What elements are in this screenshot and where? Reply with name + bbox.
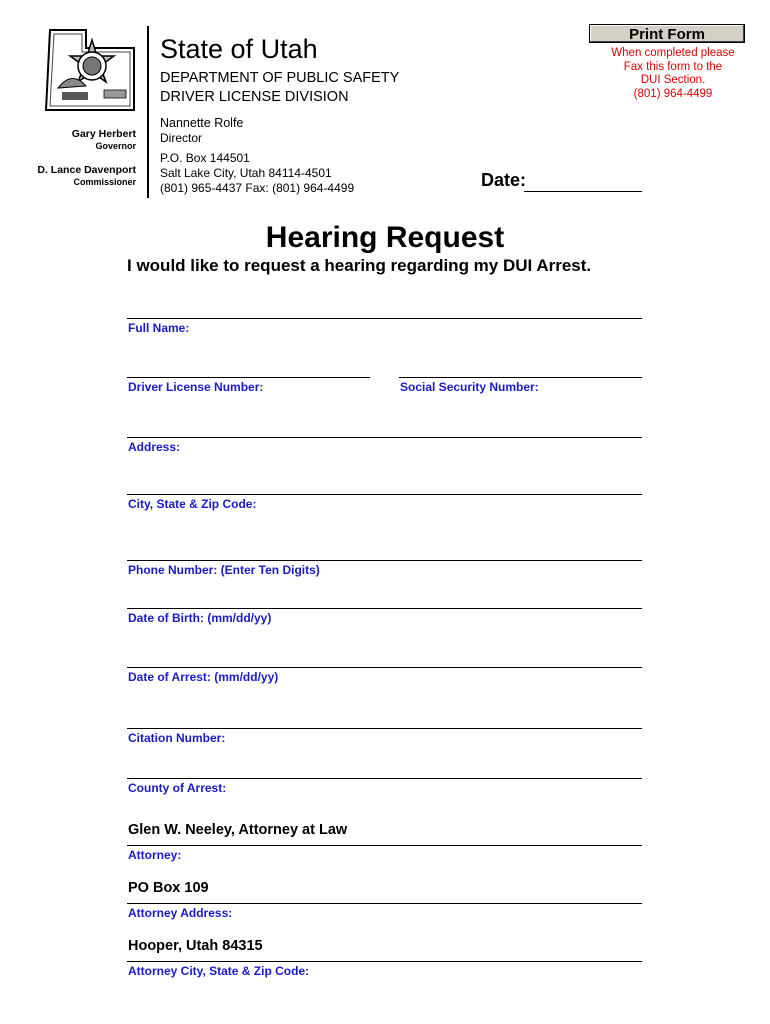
department-name [160,69,399,107]
commissioner-title: Commissioner [73,177,136,187]
commissioner-name: D. Lance Davenport [37,164,136,176]
utah-seal-logo [44,26,138,112]
city-state-zip-field[interactable] [127,494,642,495]
form-title: Hearing Request [265,221,505,254]
fax-note-line: Fax this form to the [623,60,723,73]
attorney-city-field[interactable] [127,961,642,962]
attorney-label: Attorney: [128,848,182,862]
ssn-label: Social Security Number: [400,380,539,394]
po-box: P.O. Box 144501 [160,151,250,165]
attorney-field[interactable] [127,845,642,846]
attorney-city-value[interactable]: Hooper, Utah 84315 [128,938,263,954]
form-intro: I would like to request a hearing regarding my DUI Arrest. [127,256,592,275]
arrest-date-label: Date of Arrest: (mm/dd/yy) [128,670,279,684]
address-label: Address: [128,440,181,454]
city-state-zip-label: City, State & Zip Code: [128,497,257,511]
address-block [160,151,354,196]
state-title: State of Utah [160,34,318,64]
attorney-value[interactable]: Glen W. Neeley, Attorney at Law [128,822,348,838]
dob-label: Date of Birth: (mm/dd/yy) [128,611,272,625]
dob-field[interactable] [127,608,642,609]
header-divider [147,26,149,198]
license-number-field[interactable] [127,377,370,378]
date-label: Date: [481,170,527,190]
print-form-button[interactable]: Print Form [589,24,745,43]
fax-note-line: When completed please [611,47,735,59]
governor-title: Governor [95,141,136,151]
fax-instructions [589,47,757,101]
director-block [160,116,243,146]
county-label: County of Arrest: [128,781,227,795]
date-input-line[interactable] [524,191,642,192]
arrest-date-field[interactable] [127,667,642,668]
phone-label: Phone Number: (Enter Ten Digits) [128,563,320,577]
city-line: Salt Lake City, Utah 84114-4501 [160,166,332,180]
attorney-city-label: Attorney City, State & Zip Code: [128,964,310,978]
full-name-label: Full Name: [128,321,190,335]
attorney-address-value[interactable]: PO Box 109 [128,880,209,896]
fax-note-line: DUI Section. [640,74,706,86]
phone-field[interactable] [127,560,642,561]
attorney-address-label: Attorney Address: [128,906,233,920]
county-field[interactable] [127,778,642,779]
citation-label: Citation Number: [128,731,226,745]
director-title: Director [160,131,203,145]
citation-field[interactable] [127,728,642,729]
attorney-address-field[interactable] [127,903,642,904]
department-line: DEPARTMENT OF PUBLIC SAFETY [160,70,400,86]
license-number-label: Driver License Number: [128,380,264,394]
governor-name: Gary Herbert [71,128,136,140]
fax-note-line: (801) 964-4499 [633,87,713,100]
director-name: Nannette Rolfe [160,116,244,130]
address-field[interactable] [127,437,642,438]
phone-line: (801) 965-4437 Fax: (801) 964-4499 [160,181,355,195]
full-name-field[interactable] [127,318,642,319]
division-line: DRIVER LICENSE DIVISION [160,89,349,105]
ssn-field[interactable] [399,377,642,378]
